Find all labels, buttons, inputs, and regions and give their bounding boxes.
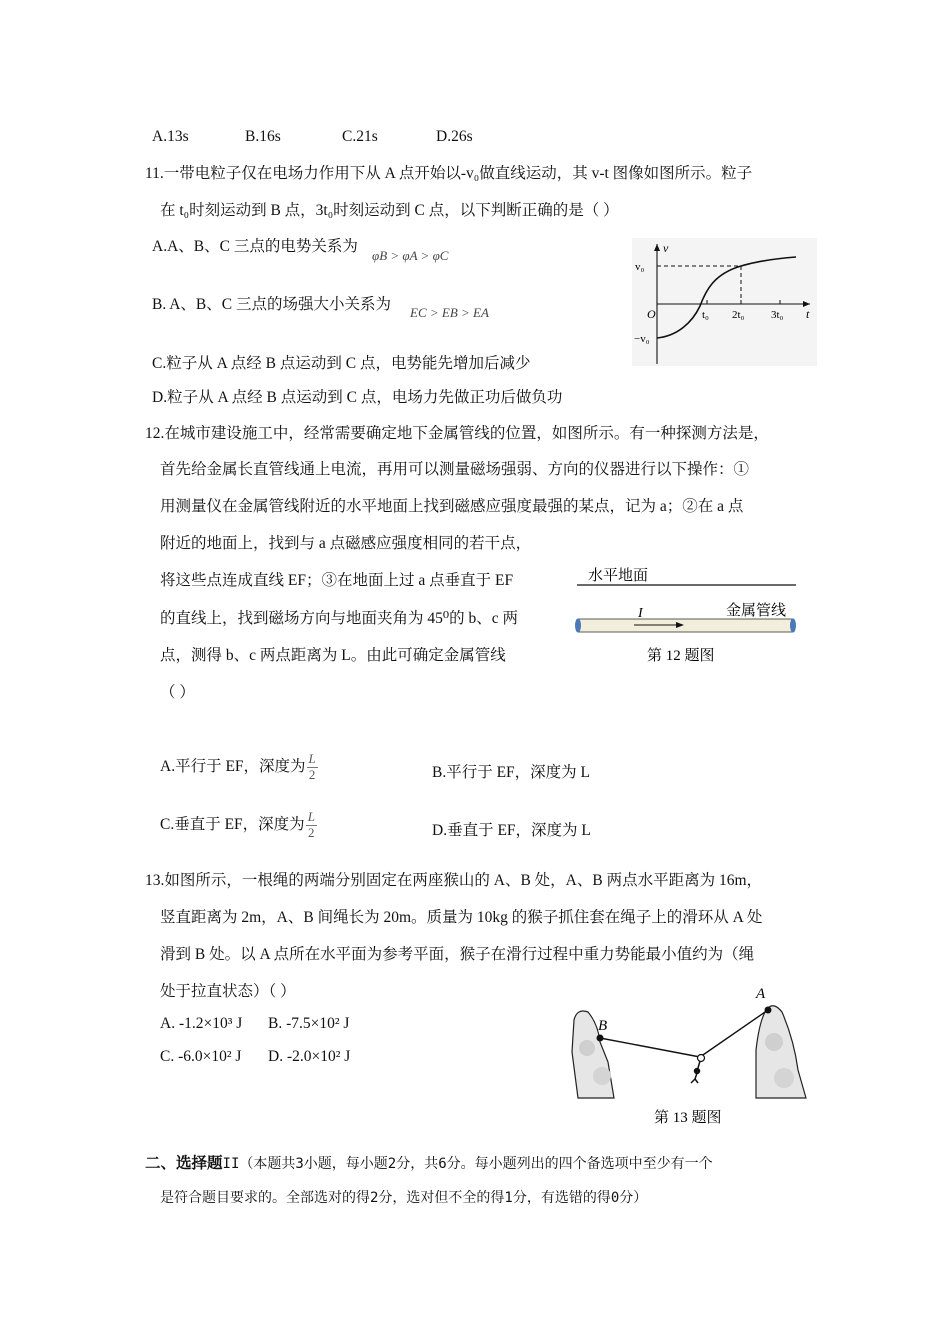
q10-option-d: D.26s (436, 128, 473, 145)
2t0-tick-label: 2t₀ (732, 309, 745, 321)
q11-option-a (152, 234, 358, 256)
v0-label: v₀ (635, 261, 645, 273)
label-b: B (598, 1018, 608, 1034)
section-2-description: II（本题共3小题，每小题2分，共6分。每小题列出的四个备选项中至少有一个 (222, 1156, 713, 1172)
q12-line-7: 点，测得 b、c 两点距离为 L。由此可确定金属管线 (160, 647, 506, 664)
q11-option-b-relation: EC > EB > EA (410, 305, 489, 320)
pipe-end-right (790, 619, 796, 633)
q11-stem-line-2: 在 t₀时刻运动到 B 点，3t₀时刻运动到 C 点，以下判断正确的是（ ） (160, 202, 619, 219)
v-label: v (663, 241, 669, 255)
q13-figure-caption: 第 13 题图 (654, 1110, 722, 1126)
q12-line-2: 首先给金属长直管线通上电流，再用可以测量磁场强弱、方向的仪器进行以下操作：① (160, 461, 750, 478)
neg-v0-label: −v₀ (634, 333, 650, 345)
left-mountain (572, 1011, 614, 1098)
q11-option-b-text: B. A、B、C 三点的场强大小关系为 (152, 296, 391, 313)
q10-option-c: C.21s (342, 128, 378, 145)
q13-option-b: B. -7.5×10² J (268, 1015, 350, 1032)
point-b (597, 1035, 604, 1042)
q11-vt-graph (632, 238, 817, 366)
current-label: I (638, 606, 643, 621)
metal-pipe (578, 619, 793, 632)
q12-option-d: D.垂直于 EF，深度为 L (432, 822, 591, 839)
q12-line-4: 附近的地面上，找到与 a 点磁感应强度相同的若干点， (160, 535, 532, 552)
ground-label: 水平地面 (588, 568, 649, 584)
q12-option-a-text: A.平行于 EF，深度为 (160, 758, 306, 775)
section-2-header-line-2: 是符合题目要求的。全部选对的得2分，选对但不全的得1分，有选错的得0分） (160, 1190, 648, 1206)
q13-option-c: C. -6.0×10² J (160, 1048, 242, 1065)
q13-line-2: 竖直距离为 2m，A、B 间绳长为 20m。质量为 10kg 的猴子抓住套在绳子上的滑环从 A 处 (160, 909, 763, 926)
rope-segment-b (600, 1038, 700, 1057)
q12-line-1: 12.在城市建设施工中，经常需要确定地下金属管线的位置，如图所示。有一种探测方法是， (145, 425, 769, 442)
fraction-l-over-2: $\frac{L}{2}$ (307, 809, 315, 840)
t0-tick-label: t₀ (702, 309, 709, 321)
q12-line-8: （ ） (160, 684, 195, 701)
q11-option-a-relation: φB > φA > φC (372, 248, 449, 263)
q10-option-a: A.13s (152, 128, 189, 145)
t-label: t (806, 307, 810, 321)
monkey-icon (691, 1061, 700, 1083)
q12-option-c (160, 810, 317, 841)
q12-figure (572, 560, 802, 670)
q12-line-5: 将这些点连成直线 EF；③在地面上过 a 点垂直于 EF (160, 572, 514, 589)
q11-option-d: D.粒子从 A 点经 B 点运动到 C 点，电场力先做正功后做负功 (152, 389, 563, 406)
section-2-title: 二、选择题 (145, 1154, 223, 1172)
origin-label: O (647, 307, 656, 321)
fraction-l-over-2: $\frac{L}{2}$ (308, 751, 316, 782)
label-a: A (756, 986, 766, 1002)
q13-option-a: A. -1.2×10³ J (160, 1015, 243, 1032)
q11-option-b (152, 292, 391, 314)
q13-line-1: 13.如图所示，一根绳的两端分别固定在两座猴山的 A、B 处，A、B 两点水平距离为 16m， (145, 872, 762, 889)
slide-ring (698, 1055, 705, 1062)
3t0-tick-label: 3t₀ (771, 309, 784, 321)
q12-option-b: B.平行于 EF，深度为 L (432, 764, 591, 781)
q13-option-d: D. -2.0×10² J (268, 1048, 351, 1065)
point-a (765, 1007, 772, 1014)
pipe-label: 金属管线 (726, 603, 787, 619)
q12-figure-caption: 第 12 题图 (647, 648, 715, 664)
q13-line-4: 处于拉直状态）（ ） (160, 983, 296, 1000)
q12-option-a (160, 752, 318, 783)
q10-option-b: B.16s (245, 128, 281, 145)
pipe-end-left (575, 619, 581, 633)
q13-figure (562, 980, 812, 1130)
q11-option-a-text: A.A、B、C 三点的电势关系为 (152, 238, 358, 255)
q11-option-c: C.粒子从 A 点经 B 点运动到 C 点，电势能先增加后减少 (152, 355, 531, 372)
q12-option-c-text: C.垂直于 EF，深度为 (160, 816, 305, 833)
section-2-header-line-1 (145, 1151, 713, 1173)
q12-line-6: 的直线上，找到磁场方向与地面夹角为 45⁰的 b、c 两 (160, 610, 518, 627)
q12-line-3: 用测量仪在金属管线附近的水平地面上找到磁感应强度最强的某点，记为 a；②在 a 点 (160, 498, 744, 515)
q13-line-3: 滑到 B 处。以 A 点所在水平面为参考平面，猴子在滑行过程中重力势能最小值约为（绳 (160, 946, 755, 963)
q11-stem-line-1: 11.一带电粒子仅在电场力作用下从 A 点开始以-v₀做直线运动，其 v-t 图像如图所示。粒子 (145, 165, 753, 182)
